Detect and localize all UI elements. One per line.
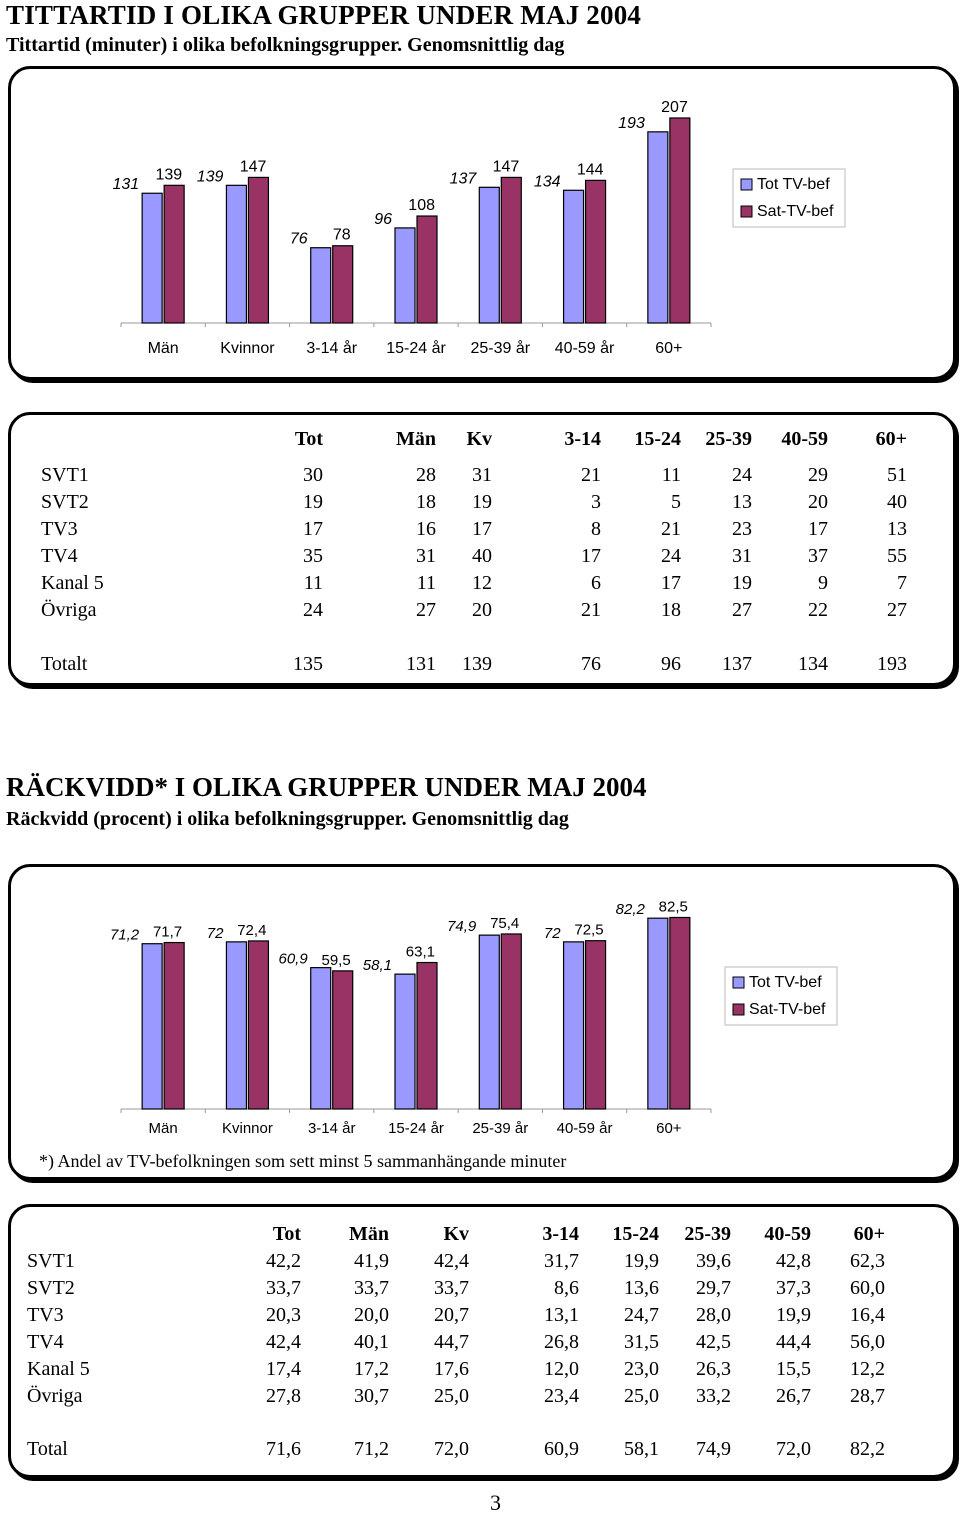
table-row-cell: 28	[416, 464, 436, 486]
table-total-cell: 76	[581, 653, 601, 675]
bar-sat	[333, 246, 353, 323]
table-row-cell: 24,7	[624, 1304, 659, 1326]
category-label: Män	[147, 340, 179, 357]
table-row-cell: SVT1	[41, 464, 89, 486]
data-label: 131	[112, 176, 140, 194]
table-total-cell: 74,9	[696, 1438, 731, 1460]
table-row-cell: 19	[732, 572, 752, 594]
table-row-cell: 40,1	[354, 1331, 389, 1353]
table-total-cell: 134	[798, 653, 828, 675]
table-row-cell: 42,5	[696, 1331, 731, 1353]
bar-tot	[142, 944, 162, 1109]
table-row-cell: 24	[732, 464, 752, 486]
table-row-cell: 18	[416, 491, 436, 513]
table1	[11, 415, 955, 685]
category-label: Män	[148, 1120, 178, 1137]
legend-label: Sat-TV-bef	[757, 203, 834, 220]
data-label: 63,1	[405, 943, 435, 961]
table-row-cell: 12,0	[544, 1358, 579, 1380]
category-label: 3-14 år	[307, 1120, 356, 1137]
table-row-cell: 27	[416, 599, 436, 621]
bar-sat	[417, 963, 437, 1109]
page-number: 3	[490, 1490, 501, 1515]
table-header-cell: Män	[396, 428, 436, 450]
table-row-cell: 16,4	[850, 1304, 885, 1326]
table-row-cell: 42,2	[266, 1250, 301, 1272]
table-row-cell: 24	[303, 599, 323, 621]
table-row-cell: Kanal 5	[41, 572, 104, 594]
table-row-cell: 40	[887, 491, 907, 513]
table-total-cell: 60,9	[544, 1438, 579, 1460]
table-row-cell: 25,0	[624, 1385, 659, 1407]
table-header-cell: Kv	[443, 1223, 469, 1245]
data-label: 75,4	[490, 914, 520, 932]
table-header-cell: Tot	[294, 428, 323, 450]
table-row-cell: 21	[581, 464, 601, 486]
table-row-cell: 19,9	[776, 1304, 811, 1326]
table-row-cell: 17,4	[266, 1358, 301, 1380]
table-row-cell: 17	[808, 518, 828, 540]
table-row-cell: 17,2	[354, 1358, 389, 1380]
table-row-cell: SVT2	[27, 1277, 75, 1299]
data-label: 137	[449, 170, 477, 188]
bar-sat	[333, 971, 353, 1109]
data-label: 96	[374, 210, 392, 228]
table-row-cell: 13,6	[624, 1277, 659, 1299]
bar-tot	[311, 968, 331, 1109]
data-label: 76	[289, 230, 308, 248]
table-row-cell: 37,3	[776, 1277, 811, 1299]
table-header-cell: 15-24	[634, 428, 681, 450]
table-row-cell: 60,0	[850, 1277, 885, 1299]
data-label: 72,4	[237, 921, 267, 939]
section2-subtitle: Räckvidd (procent) i olika befolkningsgrupper. Genomsnittlig dag	[6, 808, 569, 830]
category-label: 15-24 år	[386, 340, 446, 357]
table-row-cell: 15,5	[776, 1358, 811, 1380]
table-row-cell: 31	[472, 464, 492, 486]
table-row-cell: 31	[732, 545, 752, 567]
table-header-cell: Tot	[272, 1223, 301, 1245]
data-label: 71,2	[109, 926, 140, 944]
table-row-cell: Kanal 5	[27, 1358, 90, 1380]
table-header-cell: 60+	[853, 1223, 885, 1245]
table-header-cell: 3-14	[542, 1223, 579, 1245]
table-row-cell: 8	[591, 518, 601, 540]
bar-tot	[479, 935, 499, 1109]
table-row-cell: 31	[416, 545, 436, 567]
table-header-cell: 40-59	[781, 428, 828, 450]
table-row-cell: 56,0	[850, 1331, 885, 1353]
data-label: 134	[533, 173, 561, 191]
table-row-cell: 13,1	[544, 1304, 579, 1326]
table-row-cell: 40	[472, 545, 492, 567]
table-row-cell: 7	[897, 572, 907, 594]
table-row-cell: 26,7	[776, 1385, 811, 1407]
data-label: 144	[576, 161, 604, 179]
table-row-cell: 9	[818, 572, 828, 594]
table-row-cell: 11	[303, 572, 323, 594]
chart2-svg	[11, 867, 955, 1179]
data-label: 147	[239, 158, 267, 176]
footnote: *) Andel av TV-befolkningen som sett minst 5 sammanhängande minuter	[39, 1151, 567, 1171]
bar-sat	[164, 185, 184, 323]
category-label: 25-39 år	[470, 340, 531, 357]
table-total-cell: 96	[661, 653, 681, 675]
table-header-cell: Kv	[466, 428, 492, 450]
table-row-cell: 20,3	[266, 1304, 301, 1326]
table-row-cell: 30	[303, 464, 323, 486]
table-total-cell: 193	[877, 653, 907, 675]
table-row-cell: 8,6	[554, 1277, 579, 1299]
table-row-cell: 17	[472, 518, 492, 540]
category-label: 60+	[655, 340, 683, 357]
chart2-box	[8, 864, 956, 1180]
bar-tot	[142, 193, 162, 323]
table-row-cell: 18	[661, 599, 681, 621]
table-row-cell: 42,4	[266, 1331, 301, 1353]
legend-swatch	[733, 977, 744, 988]
table2	[11, 1207, 955, 1477]
table-row-cell: 37	[808, 545, 828, 567]
data-label: 58,1	[362, 957, 392, 975]
bar-sat	[248, 941, 268, 1109]
table-row-cell: 51	[887, 464, 907, 486]
table-row-cell: 30,7	[354, 1385, 389, 1407]
legend-swatch	[733, 1004, 744, 1015]
table-row-cell: 33,7	[354, 1277, 389, 1299]
table-row-cell: 12	[472, 572, 492, 594]
data-label: 82,2	[615, 901, 645, 919]
bar-sat	[248, 177, 268, 323]
table-row-cell: SVT2	[41, 491, 89, 513]
table-total-cell: Totalt	[41, 653, 88, 675]
table-header-cell: 3-14	[564, 428, 601, 450]
bar-tot	[479, 187, 499, 323]
table-row-cell: 44,4	[776, 1331, 811, 1353]
table-row-cell: 42,8	[776, 1250, 811, 1272]
data-label: 139	[155, 166, 183, 184]
table-row-cell: Övriga	[41, 599, 97, 621]
table-row-cell: 16	[416, 518, 436, 540]
table-row-cell: 25,0	[434, 1385, 469, 1407]
table-header-cell: Män	[349, 1223, 389, 1245]
bar-sat	[670, 118, 690, 323]
bar-sat	[417, 216, 437, 323]
table-row-cell: 23,0	[624, 1358, 659, 1380]
table-header-cell: 40-59	[764, 1223, 811, 1245]
bar-tot	[564, 942, 584, 1109]
table-row-cell: 24	[661, 545, 681, 567]
table-total-cell: 135	[293, 653, 323, 675]
table-row-cell: 21	[661, 518, 681, 540]
data-label: 78	[332, 226, 351, 244]
data-label: 60,9	[278, 950, 308, 968]
category-label: 60+	[656, 1120, 682, 1137]
table-total-cell: 58,1	[624, 1438, 659, 1460]
table-row-cell: 20,7	[434, 1304, 469, 1326]
table-row-cell: 3	[591, 491, 601, 513]
section1-subtitle: Tittartid (minuter) i olika befolkningsgrupper. Genomsnittlig dag	[6, 34, 565, 56]
table-row-cell: 17,6	[434, 1358, 469, 1380]
table-row-cell: 33,7	[266, 1277, 301, 1299]
bar-tot	[395, 974, 415, 1109]
table-row-cell: 19,9	[624, 1250, 659, 1272]
table-row-cell: 41,9	[354, 1250, 389, 1272]
table-total-cell: 137	[722, 653, 752, 675]
table-row-cell: 44,7	[434, 1331, 469, 1353]
table-row-cell: 26,3	[696, 1358, 731, 1380]
table-row-cell: 28,0	[696, 1304, 731, 1326]
category-label: 25-39 år	[472, 1120, 529, 1137]
table-row-cell: 11	[661, 464, 681, 486]
table-row-cell: 26,8	[544, 1331, 579, 1353]
data-label: 71,7	[152, 923, 183, 941]
table-row-cell: SVT1	[27, 1250, 75, 1272]
legend-label: Sat-TV-bef	[749, 1001, 826, 1018]
table-row-cell: 21	[581, 599, 601, 621]
legend-swatch	[741, 179, 752, 190]
table2-box	[8, 1204, 956, 1478]
table-header-cell: 25-39	[684, 1223, 731, 1245]
table-row-cell: 22	[808, 599, 828, 621]
bar-tot	[648, 918, 668, 1109]
table-row-cell: 11	[416, 572, 436, 594]
table-row-cell: 28,7	[850, 1385, 885, 1407]
table-total-cell: 82,2	[850, 1438, 885, 1460]
legend-swatch	[741, 206, 752, 217]
table-row-cell: 29	[808, 464, 828, 486]
table-row-cell: 17	[581, 545, 601, 567]
table-row-cell: 23	[732, 518, 752, 540]
table-row-cell: 13	[887, 518, 907, 540]
table-row-cell: 29,7	[696, 1277, 731, 1299]
table-row-cell: 23,4	[544, 1385, 579, 1407]
chart1-box	[8, 66, 956, 380]
bar-tot	[395, 228, 415, 323]
data-label: 74,9	[447, 918, 477, 936]
legend	[733, 169, 845, 227]
bar-tot	[226, 185, 246, 323]
table-row-cell: 17	[303, 518, 323, 540]
table-row-cell: 33,7	[434, 1277, 469, 1299]
table-row-cell: TV4	[27, 1331, 64, 1353]
legend-label: Tot TV-bef	[749, 974, 822, 991]
category-label: 15-24 år	[388, 1120, 444, 1137]
category-label: Kvinnor	[221, 1120, 273, 1137]
table-total-cell: 72,0	[434, 1438, 469, 1460]
table-row-cell: 19	[472, 491, 492, 513]
category-label: 40-59 år	[556, 1120, 613, 1137]
bar-sat	[586, 180, 606, 323]
data-label: 207	[661, 98, 688, 116]
table-row-cell: TV4	[41, 545, 78, 567]
data-label: 147	[492, 158, 520, 176]
data-label: 59,5	[321, 951, 351, 969]
table-row-cell: 31,7	[544, 1250, 579, 1272]
table-row-cell: TV3	[41, 518, 78, 540]
category-label: Kvinnor	[220, 340, 275, 357]
category-label: 40-59 år	[554, 340, 615, 357]
data-label: 72	[206, 924, 224, 942]
table-total-cell: 71,6	[266, 1438, 301, 1460]
bar-sat	[501, 177, 521, 323]
table-row-cell: 13	[732, 491, 752, 513]
category-label: 3-14 år	[306, 340, 358, 357]
data-label: 72	[543, 924, 561, 942]
table-row-cell: 6	[591, 572, 601, 594]
bar-tot	[311, 248, 331, 323]
table-row-cell: 20,0	[354, 1304, 389, 1326]
table-total-cell: Total	[27, 1438, 68, 1460]
bar-tot	[226, 942, 246, 1109]
table-row-cell: 33,2	[696, 1385, 731, 1407]
table-row-cell: 31,5	[624, 1331, 659, 1353]
table-header-cell: 25-39	[705, 428, 752, 450]
bar-sat	[670, 917, 690, 1109]
section1-title: TITTARTID I OLIKA GRUPPER UNDER MAJ 2004	[6, 0, 642, 30]
table-row-cell: 42,4	[434, 1250, 469, 1272]
data-label: 193	[618, 114, 645, 132]
bar-sat	[586, 941, 606, 1109]
table-row-cell: 20	[808, 491, 828, 513]
data-label: 82,5	[658, 898, 688, 916]
table-row-cell: 27	[732, 599, 752, 621]
table-row-cell: 62,3	[850, 1250, 885, 1272]
table-row-cell: 55	[887, 545, 907, 567]
table-row-cell: 17	[661, 572, 681, 594]
table-total-cell: 139	[462, 653, 492, 675]
table-row-cell: 27	[887, 599, 907, 621]
table-header-cell: 60+	[875, 428, 907, 450]
table-total-cell: 131	[406, 653, 436, 675]
data-label: 72,5	[574, 921, 604, 939]
table-total-cell: 72,0	[776, 1438, 811, 1460]
table-row-cell: 5	[671, 491, 681, 513]
table-row-cell: 20	[472, 599, 492, 621]
table-row-cell: 12,2	[850, 1358, 885, 1380]
table1-box	[8, 412, 956, 686]
table-row-cell: 19	[303, 491, 323, 513]
table-header-cell: 15-24	[612, 1223, 659, 1245]
bar-tot	[564, 190, 584, 323]
table-row-cell: TV3	[27, 1304, 64, 1326]
table-row-cell: 27,8	[266, 1385, 301, 1407]
legend	[725, 967, 837, 1025]
data-label: 139	[196, 168, 224, 186]
table-row-cell: Övriga	[27, 1385, 83, 1407]
chart1-svg	[11, 69, 955, 379]
data-label: 108	[408, 197, 435, 215]
bar-tot	[648, 132, 668, 323]
table-total-cell: 71,2	[354, 1438, 389, 1460]
bar-sat	[501, 934, 521, 1109]
section2-title: RÄCKVIDD* I OLIKA GRUPPER UNDER MAJ 2004	[6, 772, 647, 802]
table-row-cell: 35	[303, 545, 323, 567]
table-row-cell: 39,6	[696, 1250, 731, 1272]
bar-sat	[164, 943, 184, 1109]
legend-label: Tot TV-bef	[757, 176, 830, 193]
